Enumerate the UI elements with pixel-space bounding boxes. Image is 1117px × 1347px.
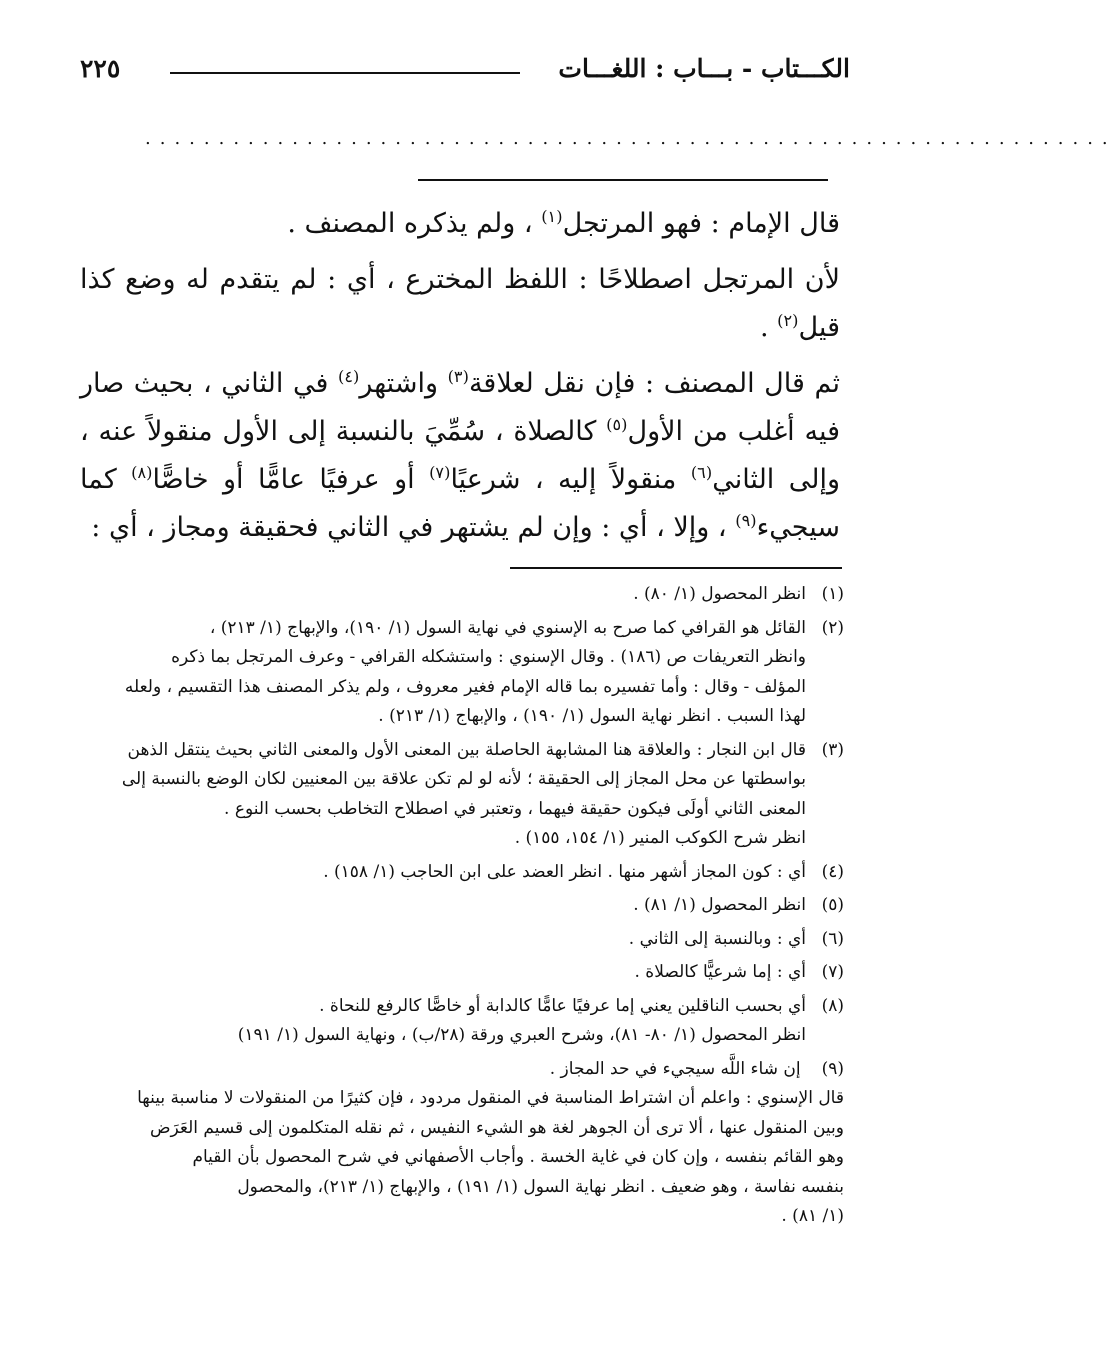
chapter-title: الكـــتاب - بـــاب : اللغـــات <box>558 54 850 83</box>
footnote-line: وانظر التعريفات ص (١٨٦) . وقال الإسنوي : واستشكله القرافي - وعرف المرتجل بما ذكره <box>171 647 806 667</box>
page-number: ٢٢٥ <box>80 54 121 83</box>
text-run: قال الإمام : فهو المرتجل <box>562 208 840 239</box>
footnote-line: القائل هو القرافي كما صرح به الإسنوي في نهاية السول (١/ ١٩٠)، والإبهاج (١/ ٢١٣) ، <box>209 617 806 638</box>
footnote-number: (١) <box>821 584 844 604</box>
footnote-ref: (٧) <box>429 463 451 482</box>
footnote-line: قال الإسنوي : واعلم أن اشتراط المناسبة في المنقول مردود ، فإن كثيرًا من المنقولات لا مناسبة بينها <box>137 1088 844 1108</box>
footnote-number: (٥) <box>821 895 844 915</box>
header-rule <box>170 72 520 74</box>
footnote-number: (٩) <box>821 1058 844 1079</box>
footnote-line: بواسطتها عن محل المجاز إلى الحقيقة ؛ لأنه لو لم تكن علاقة بين المعنيين لكان الوضع بالنسبة إلى <box>121 769 806 789</box>
main-text <box>80 200 840 560</box>
footnote-ref: (١) <box>541 207 563 226</box>
footnote-number: (٧) <box>821 962 844 982</box>
footnote-number: (٢) <box>821 617 844 638</box>
footnote <box>74 891 844 921</box>
text-run: لأن المرتجل اصطلاحًا : اللفظ المخترع ، أي : لم يتقدم له وضع كذا قيل <box>80 264 840 343</box>
footnote-line: انظر المحصول (١/ ٨٠- ٨١)، وشرح العبري ورقة (٢٨/ب) ، ونهاية السول (١/ ١٩١) <box>237 1025 806 1045</box>
footnote-number: (٨) <box>821 995 844 1016</box>
footnote-text <box>74 736 806 854</box>
footnote-line: انظر المحصول (١/ ٨٠) . <box>633 584 806 604</box>
footnote-line: إن شاء اللَّه سيجيء في حد المجاز . <box>549 1058 801 1079</box>
text-run: منقولاً إليه ، شرعيًا <box>450 464 691 495</box>
footnote-text <box>74 891 806 921</box>
text-run: أو عرفيًا عامًّا أو خاصًّا <box>152 464 430 495</box>
footnote-head <box>74 1055 844 1085</box>
footnote-ref: (٢) <box>777 311 799 330</box>
text-run: كما سيجيء <box>80 464 840 543</box>
footnotes <box>74 580 844 1236</box>
footnote <box>74 925 844 955</box>
text-run: ، وإلا ، أي : وإن لم يشتهر في الثاني فحقيقة ومجاز ، أي : <box>91 512 736 543</box>
footnote-line: أي : كون المجاز أشهر منها . انظر العضد على ابن الحاجب (١/ ١٥٨) . <box>323 861 806 882</box>
footnote-rule <box>510 567 842 569</box>
text-run: . <box>759 312 778 343</box>
footnote-text <box>74 614 806 732</box>
footnote-line: انظر شرح الكوكب المنير (١/ ١٥٤، ١٥٥) . <box>514 828 806 848</box>
footnote-line: أي : وبالنسبة إلى الثاني . <box>628 928 806 949</box>
footnote-text <box>74 958 806 988</box>
text-run: ثم قال المصنف : فإن نقل لعلاقة <box>468 368 840 399</box>
footnote-ref: (٨) <box>131 463 153 482</box>
footnote <box>74 958 844 988</box>
footnote <box>74 992 844 1051</box>
footnote-text <box>74 992 806 1051</box>
footnote-line: انظر المحصول (١/ ٨١) . <box>633 895 806 915</box>
footnote <box>74 614 844 732</box>
dotted-separator: .................................................................. <box>145 128 1117 149</box>
text-run: كالصلاة ، سُمِّيَ بالنسبة إلى الأول منقولاً عنه ، وإلى الثاني <box>80 416 841 495</box>
text-run: ، ولم يذكره المصنف . <box>287 208 542 239</box>
footnote-text <box>74 858 806 888</box>
footnote <box>74 858 844 888</box>
paragraph-1 <box>80 200 840 248</box>
footnote-text <box>74 580 806 610</box>
footnote-number: (٦) <box>821 928 844 949</box>
footnote-line: أي بحسب الناقلين يعني إما عرفيًا عامًّا كالدابة أو خاصًّا كالرفع للنحاة . <box>319 995 806 1016</box>
footnote-number: (٣) <box>821 739 844 760</box>
section-rule <box>418 179 828 181</box>
footnote-line: المعنى الثاني أولَى فيكون حقيقة فيهما ، وتعتبر في اصطلاح التخاطب بحسب النوع . <box>224 798 806 819</box>
footnote-ref: (٦) <box>690 463 713 482</box>
footnote-line: قال ابن النجار : والعلاقة هنا المشابهة الحاصلة بين المعنى الأول والمعنى الثاني بحيث ينتقل الذهن <box>127 739 806 760</box>
footnote-line: بنفسه نفاسة ، وهو ضعيف . انظر نهاية السول (١/ ١٩١) ، والإبهاج (١/ ٢١٣)، والمحصول <box>237 1176 844 1197</box>
footnote <box>74 736 844 854</box>
footnote-line: المؤلف - وقال : وأما تفسيره بما قاله الإمام فغير معروف ، ولم يذكر المصنف هذا التقسيم ، ولعله <box>124 676 806 697</box>
footnote-ref: (٩) <box>735 511 757 530</box>
footnote-line: أي : إما شرعيًّا كالصلاة . <box>634 962 806 982</box>
footnote-text <box>74 925 806 955</box>
footnote-ref: (٣) <box>447 367 469 386</box>
footnote-ref: (٤) <box>337 367 360 386</box>
footnote-line: وهو القائم بنفسه ، وإن كان في غاية الخسة . وأجاب الأصفهاني في شرح المحصول بأن القيام <box>192 1147 844 1167</box>
paragraph-3 <box>80 360 840 552</box>
text-run: واشتهر <box>359 368 448 399</box>
footnote-line: لهذا السبب . انظر نهاية السول (١/ ١٩٠) ، والإبهاج (١/ ٢١٣) . <box>378 706 806 726</box>
footnote <box>74 1055 844 1232</box>
footnote-ref: (٥) <box>606 415 628 434</box>
footnote-line: وبين المنقول عنها ، ألا ترى أن الجوهر لغة هو الشيء النفيس ، ثم نقله المتكلمون إلى قسيم العَرَض <box>149 1117 844 1138</box>
text-run: في الثاني ، بحيث صار فيه أغلب من الأول <box>80 368 840 447</box>
paragraph-2 <box>80 256 840 352</box>
footnote <box>74 580 844 610</box>
running-header <box>80 50 850 94</box>
footnote-text <box>74 1084 844 1232</box>
footnote-number: (٤) <box>821 861 844 882</box>
footnote-line: (١/ ٨١) . <box>781 1206 844 1226</box>
